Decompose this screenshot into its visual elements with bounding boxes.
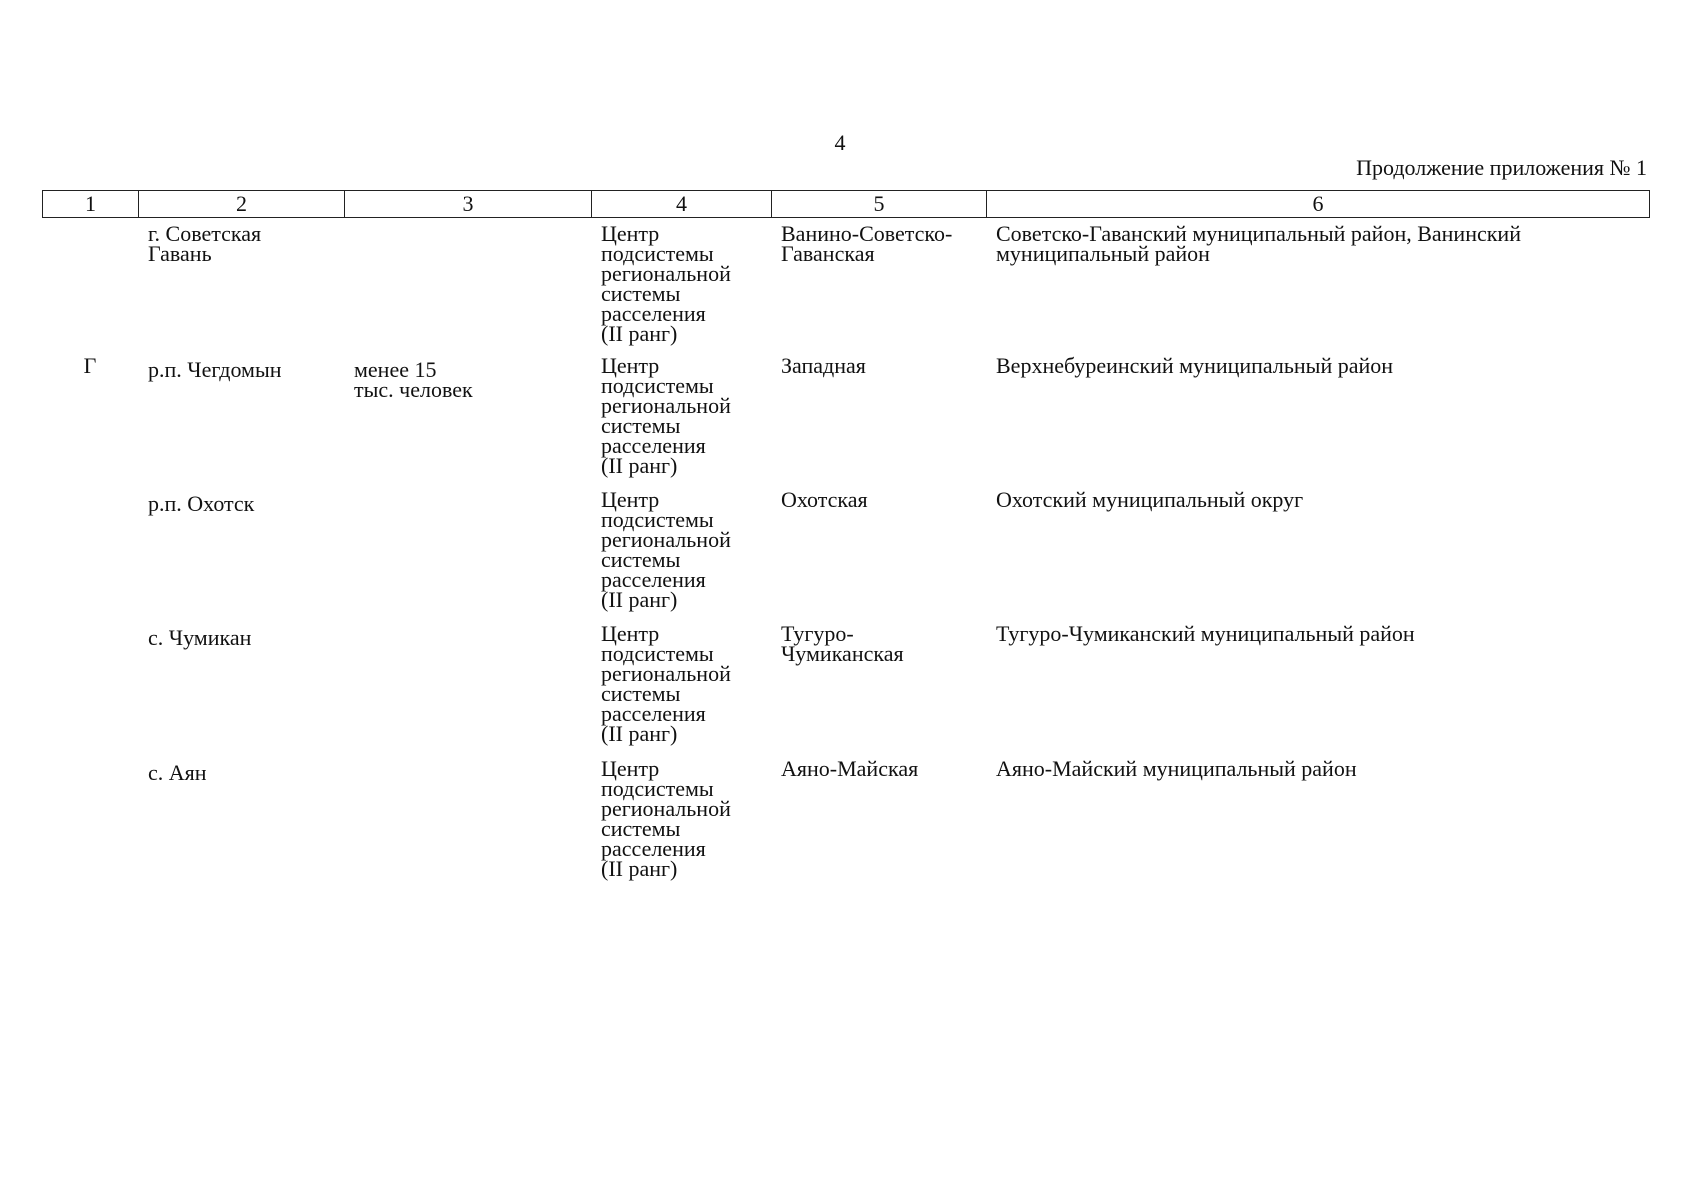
- cell-status: Центр подсистемы региональной системы расселения (II ранг): [601, 487, 731, 612]
- cell-status: Центр подсистемы региональной системы расселения (II ранг): [601, 353, 731, 478]
- cell-territory: Аяно-Майский муниципальный район: [996, 756, 1357, 781]
- cell-population: [344, 624, 591, 759]
- column-header-5: 5: [772, 191, 987, 218]
- column-number-header: [42, 190, 1650, 218]
- table-row: [42, 353, 1649, 490]
- cell-territory: Охотский муниципальный округ: [996, 487, 1304, 512]
- cell-subsystem: Охотская: [781, 487, 868, 512]
- cell-population: [344, 490, 591, 624]
- cell-subsystem: Западная: [781, 353, 866, 378]
- cell-status: Центр подсистемы региональной системы расселения (II ранг): [601, 756, 731, 881]
- cell-settlement: с. Аян: [148, 760, 207, 785]
- cell-territory: Верхнебуреинский муниципальный район: [996, 353, 1394, 378]
- cell-settlement: г. Советская Гавань: [148, 221, 262, 266]
- cell-population: [344, 224, 591, 356]
- page-number: 4: [834, 130, 846, 155]
- column-header-1: 1: [43, 191, 139, 218]
- cell-subsystem: Тугуро- Чумиканская: [781, 621, 904, 666]
- column-header-4: 4: [592, 191, 772, 218]
- table-row: [42, 221, 1649, 356]
- cell-territory: Тугуро-Чумиканский муниципальный район: [996, 621, 1415, 646]
- cell-territory: Советско-Гаванский муниципальный район, Ванинский муниципальный район: [996, 221, 1521, 266]
- cell-subsystem: Ванино-Советско- Гаванская: [781, 221, 953, 266]
- cell-group: [42, 759, 138, 889]
- cell-settlement: с. Чумикан: [148, 625, 252, 650]
- cell-group: [42, 224, 138, 356]
- table-body: [42, 221, 1649, 889]
- cell-population: [344, 759, 591, 889]
- table-row: [42, 756, 1649, 889]
- cell-settlement: р.п. Чегдомын: [148, 357, 282, 382]
- cell-group: [42, 624, 138, 759]
- cell-subsystem: Аяно-Майская: [781, 756, 919, 781]
- cell-population: менее 15 тыс. человек: [354, 357, 473, 402]
- column-header-6: 6: [987, 191, 1650, 218]
- cell-group: Г: [83, 353, 97, 378]
- cell-status: Центр подсистемы региональной системы расселения (II ранг): [601, 221, 731, 346]
- column-header-2: 2: [139, 191, 345, 218]
- cell-status: Центр подсистемы региональной системы расселения (II ранг): [601, 621, 731, 746]
- cell-settlement: р.п. Охотск: [148, 491, 255, 516]
- cell-group: [42, 490, 138, 624]
- continuation-label: Продолжение приложения № 1: [1356, 155, 1647, 180]
- table-row: [42, 487, 1649, 624]
- table-row: [42, 621, 1649, 759]
- column-header-3: 3: [345, 191, 592, 218]
